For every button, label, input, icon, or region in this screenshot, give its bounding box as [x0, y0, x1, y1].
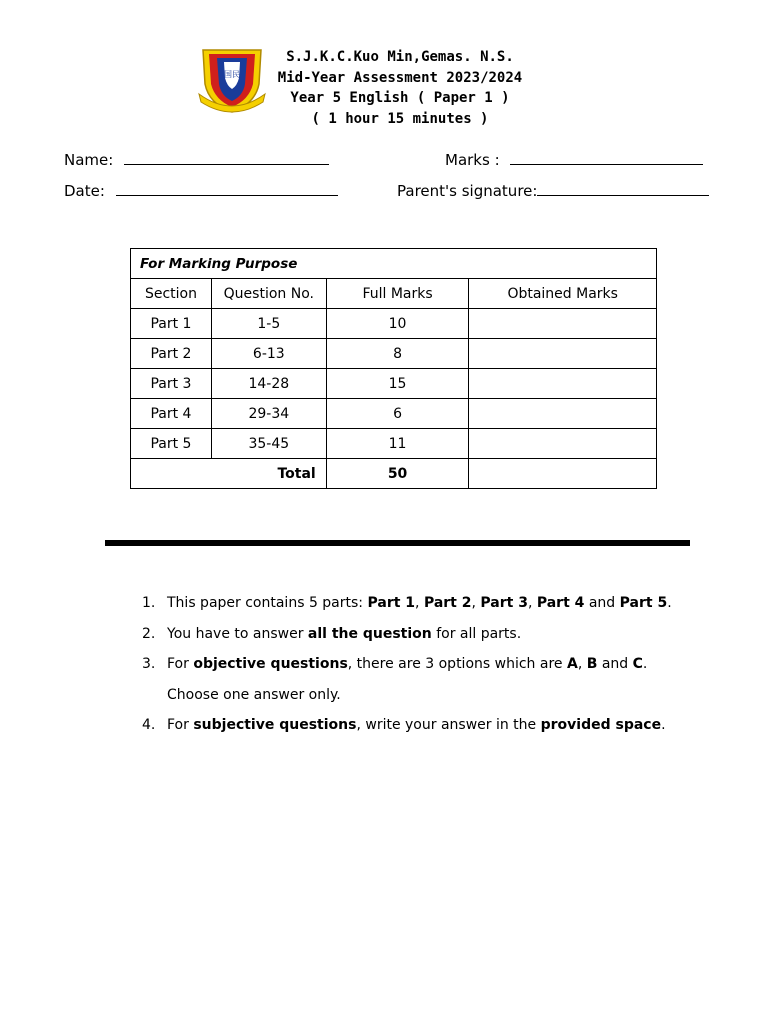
table-row: [131, 309, 657, 339]
instruction-emphasis: Part 1: [367, 595, 416, 611]
instruction-number: 2.: [142, 625, 156, 642]
instruction-text: [167, 649, 702, 680]
total-value: 50: [326, 459, 469, 489]
instruction-emphasis: all the question: [307, 625, 432, 642]
instruction-emphasis: A: [566, 656, 578, 672]
instruction-emphasis: Part 3: [480, 595, 528, 611]
full-marks-cell: 15: [326, 369, 469, 399]
instruction-emphasis: subjective questions: [193, 717, 357, 733]
full-marks-cell: 11: [326, 429, 469, 459]
subject-title: Year 5 English ( Paper 1 ): [290, 90, 510, 106]
instruction-text: [167, 680, 702, 711]
instruction-fragment: For: [167, 717, 194, 733]
instruction-number: [142, 680, 167, 711]
assessment-title: Mid-Year Assessment 2023/2024: [277, 69, 523, 86]
parent-signature-label: Parent's signature:: [397, 182, 538, 200]
total-label: Total: [131, 459, 327, 489]
section-cell: Part 2: [131, 339, 212, 369]
questions-cell: 1-5: [211, 309, 326, 339]
school-name: S.J.K.C.Kuo Min,Gemas. N.S.: [286, 49, 514, 65]
instruction-fragment: ,: [527, 595, 537, 611]
marks-line[interactable]: [510, 152, 703, 165]
obtained-marks-cell[interactable]: [469, 309, 657, 339]
instruction-item: [142, 680, 702, 711]
questions-cell: 29-34: [211, 399, 326, 429]
header-obtained-marks: Obtained Marks: [469, 279, 657, 309]
table-row: [131, 429, 657, 459]
instruction-emphasis: B: [586, 656, 598, 672]
instruction-item: [142, 588, 702, 619]
date-line[interactable]: [116, 183, 338, 196]
marks-label: Marks :: [445, 151, 500, 169]
duration: ( 1 hour 15 minutes ): [311, 110, 489, 127]
svg-text:国民: 国民: [224, 70, 240, 79]
date-field[interactable]: [64, 182, 338, 200]
obtained-marks-cell[interactable]: [469, 339, 657, 369]
instruction-fragment: ,: [471, 595, 481, 611]
instructions-list: [142, 588, 702, 741]
instruction-fragment: .: [667, 595, 672, 611]
instruction-fragment: ,: [577, 656, 587, 672]
marking-table-caption: For Marking Purpose: [131, 249, 657, 279]
instruction-fragment: and: [597, 656, 633, 672]
name-line[interactable]: [124, 152, 329, 165]
questions-cell: 6-13: [211, 339, 326, 369]
name-field[interactable]: [64, 151, 329, 169]
marking-table-header-row: [131, 279, 657, 309]
header-section: Section: [131, 279, 212, 309]
instruction-fragment: , write your answer in the: [356, 717, 541, 733]
instruction-number: 1.: [142, 595, 156, 611]
instruction-emphasis: objective questions: [193, 656, 348, 672]
instruction-text: [167, 619, 702, 650]
name-label: Name:: [64, 151, 114, 169]
header-full-marks: Full Marks: [326, 279, 469, 309]
section-cell: Part 1: [131, 309, 212, 339]
instruction-fragment: ,: [415, 595, 424, 611]
full-marks-cell: 8: [326, 339, 469, 369]
instruction-fragment: Choose one answer only.: [167, 686, 341, 703]
obtained-marks-cell[interactable]: [469, 369, 657, 399]
instruction-text: [167, 710, 702, 741]
marks-field[interactable]: [445, 151, 703, 169]
instruction-number: 3.: [142, 656, 156, 672]
table-row: [131, 369, 657, 399]
instruction-emphasis: Part 2: [423, 595, 472, 611]
instruction-emphasis: C: [632, 656, 643, 672]
section-cell: Part 4: [131, 399, 212, 429]
instruction-item: [142, 619, 702, 650]
questions-cell: 14-28: [211, 369, 326, 399]
total-obtained-cell[interactable]: [469, 459, 657, 489]
instruction-emphasis: Part 4: [536, 595, 585, 611]
table-row: [131, 339, 657, 369]
parent-signature-line[interactable]: [537, 183, 709, 196]
instruction-fragment: , there are 3 options which are: [347, 656, 567, 672]
full-marks-cell: 6: [326, 399, 469, 429]
table-row: [131, 399, 657, 429]
instruction-fragment: You have to answer: [167, 625, 308, 642]
instruction-item: [142, 710, 702, 741]
header-question-no: Question No.: [211, 279, 326, 309]
parent-signature-field[interactable]: [397, 182, 709, 200]
obtained-marks-cell[interactable]: [469, 399, 657, 429]
instruction-fragment: for all parts.: [431, 625, 522, 642]
section-cell: Part 3: [131, 369, 212, 399]
full-marks-cell: 10: [326, 309, 469, 339]
school-header: [200, 47, 600, 129]
instruction-fragment: and: [584, 595, 620, 611]
obtained-marks-cell[interactable]: [469, 429, 657, 459]
section-cell: Part 5: [131, 429, 212, 459]
instruction-fragment: .: [661, 717, 666, 733]
instruction-emphasis: Part 5: [619, 595, 668, 611]
questions-cell: 35-45: [211, 429, 326, 459]
instruction-fragment: For: [167, 656, 194, 672]
total-row: [131, 459, 657, 489]
instruction-fragment: This paper contains 5 parts:: [167, 595, 368, 611]
instruction-text: [167, 588, 702, 619]
instruction-item: [142, 649, 702, 680]
instruction-fragment: .: [642, 656, 648, 672]
instruction-emphasis: provided space: [540, 717, 662, 733]
section-divider: [105, 540, 690, 546]
marking-table: [130, 248, 657, 489]
date-label: Date:: [64, 182, 105, 200]
instruction-number: 4.: [142, 717, 156, 733]
